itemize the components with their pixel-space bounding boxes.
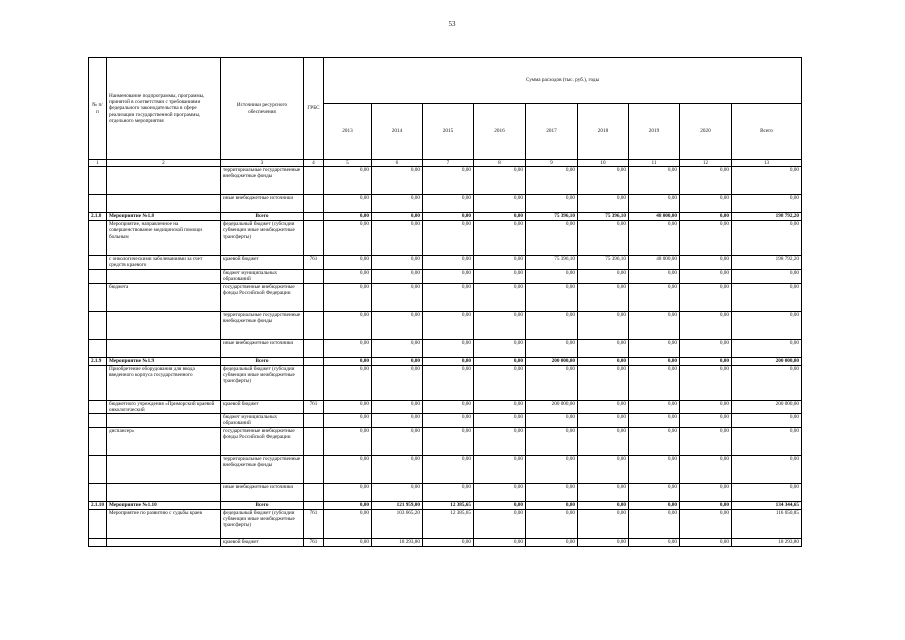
row-value: 0,00 bbox=[628, 414, 679, 428]
row-value: 134 344,65 bbox=[731, 502, 801, 510]
header-year: 2013 bbox=[323, 104, 371, 160]
row-value: 0,00 bbox=[323, 195, 371, 213]
row-value: 0,00 bbox=[628, 311, 679, 339]
row-value: 0,00 bbox=[679, 357, 731, 365]
row-grbs bbox=[303, 357, 323, 365]
table-row bbox=[89, 283, 802, 311]
row-value: 0,00 bbox=[731, 484, 801, 502]
row-value: 0,00 bbox=[422, 283, 473, 311]
table-row bbox=[89, 167, 802, 195]
row-number: 2.1.9 bbox=[89, 357, 107, 365]
row-name bbox=[106, 339, 220, 357]
table-row bbox=[89, 339, 802, 357]
row-value: 0,00 bbox=[422, 414, 473, 428]
row-source: государственные внебюджетные фонды Российской Федерации bbox=[220, 283, 303, 311]
header-index: 1 bbox=[89, 160, 107, 167]
row-number bbox=[89, 195, 107, 213]
row-value: 0,00 bbox=[473, 539, 525, 547]
row-value: 0,00 bbox=[628, 484, 679, 502]
row-value: 0,00 bbox=[422, 339, 473, 357]
header-index: 8 bbox=[473, 160, 525, 167]
row-value: 0,00 bbox=[473, 484, 525, 502]
row-name: диспансер» bbox=[106, 428, 220, 456]
row-value: 0,00 bbox=[473, 256, 525, 269]
row-value: 0,00 bbox=[731, 269, 801, 283]
row-value: 0,00 bbox=[422, 357, 473, 365]
row-number bbox=[89, 510, 107, 539]
row-value: 0,00 bbox=[577, 269, 628, 283]
row-number bbox=[89, 400, 107, 413]
header-index: 3 bbox=[220, 160, 303, 167]
row-value: 0,00 bbox=[473, 456, 525, 484]
table-row bbox=[89, 456, 802, 484]
row-value: 0,00 bbox=[473, 311, 525, 339]
row-source: иные внебюджетные источники bbox=[220, 195, 303, 213]
row-value: 0,00 bbox=[323, 484, 371, 502]
row-value: 0,00 bbox=[422, 195, 473, 213]
row-value: 0,00 bbox=[422, 539, 473, 547]
row-value: 0,00 bbox=[679, 400, 731, 413]
row-value: 0,00 bbox=[577, 221, 628, 256]
row-grbs: 761 bbox=[303, 400, 323, 413]
table-row bbox=[89, 357, 802, 365]
header-index: 7 bbox=[422, 160, 473, 167]
row-value: 0,00 bbox=[577, 456, 628, 484]
row-value: 0,00 bbox=[525, 456, 577, 484]
row-value: 0,00 bbox=[473, 428, 525, 456]
row-value: 0,00 bbox=[577, 502, 628, 510]
row-value: 0,00 bbox=[323, 269, 371, 283]
row-value: 0,00 bbox=[731, 456, 801, 484]
row-value: 0,00 bbox=[371, 311, 422, 339]
row-value: 0,00 bbox=[371, 484, 422, 502]
row-value: 0,00 bbox=[422, 484, 473, 502]
row-name bbox=[106, 167, 220, 195]
table-row bbox=[89, 195, 802, 213]
row-value: 0,00 bbox=[422, 167, 473, 195]
row-source: краевой бюджет bbox=[220, 400, 303, 413]
row-value: 0,00 bbox=[628, 221, 679, 256]
row-value: 0,00 bbox=[422, 365, 473, 400]
row-value: 200 000,00 bbox=[731, 400, 801, 413]
row-source: федеральный бюджет (субсидии субвенции иные межбюджетные трансферты) bbox=[220, 221, 303, 256]
table-row bbox=[89, 502, 802, 510]
row-value: 0,00 bbox=[525, 502, 577, 510]
row-value: 0,00 bbox=[473, 414, 525, 428]
header-year: 2019 bbox=[628, 104, 679, 160]
row-value: 0,00 bbox=[323, 539, 371, 547]
row-value: 0,00 bbox=[473, 502, 525, 510]
row-value: 0,00 bbox=[731, 365, 801, 400]
row-grbs bbox=[303, 269, 323, 283]
header-index: 6 bbox=[371, 160, 422, 167]
row-value: 0,00 bbox=[679, 428, 731, 456]
row-source: территориальные государственные внебюджетные фонды bbox=[220, 167, 303, 195]
row-name bbox=[106, 456, 220, 484]
row-value: 0,00 bbox=[679, 414, 731, 428]
row-number bbox=[89, 339, 107, 357]
row-value: 0,00 bbox=[473, 213, 525, 221]
row-value: 0,00 bbox=[577, 167, 628, 195]
row-value: 0,00 bbox=[525, 269, 577, 283]
header-year: Всего bbox=[731, 104, 801, 160]
header-year: 2017 bbox=[525, 104, 577, 160]
row-value: 0,00 bbox=[679, 213, 731, 221]
row-value: 0,00 bbox=[473, 195, 525, 213]
row-name: Приобретение оборудования для ввода введенного корпуса государственного bbox=[106, 365, 220, 400]
row-value: 0,00 bbox=[422, 269, 473, 283]
row-value: 75 396,10 bbox=[525, 213, 577, 221]
row-value: 0,00 bbox=[679, 221, 731, 256]
row-value: 0,00 bbox=[323, 256, 371, 269]
row-value: 0,00 bbox=[323, 456, 371, 484]
header-year: 2014 bbox=[371, 104, 422, 160]
row-value: 116 050,85 bbox=[731, 510, 801, 539]
row-value: 0,00 bbox=[525, 539, 577, 547]
row-value: 0,00 bbox=[473, 400, 525, 413]
row-source: краевой бюджет bbox=[220, 539, 303, 547]
row-value: 0,00 bbox=[731, 428, 801, 456]
row-grbs bbox=[303, 339, 323, 357]
table-row bbox=[89, 213, 802, 221]
row-grbs: 761 bbox=[303, 510, 323, 539]
row-value: 0,00 bbox=[371, 456, 422, 484]
row-value: 0,00 bbox=[371, 213, 422, 221]
row-grbs bbox=[303, 283, 323, 311]
row-value: 0,00 bbox=[323, 428, 371, 456]
table-row bbox=[89, 484, 802, 502]
row-value: 48 000,00 bbox=[628, 256, 679, 269]
row-value: 0,00 bbox=[731, 283, 801, 311]
row-value: 0,00 bbox=[371, 400, 422, 413]
row-value: 198 792,20 bbox=[731, 213, 801, 221]
row-source: Всего bbox=[220, 502, 303, 510]
row-value: 0,00 bbox=[679, 269, 731, 283]
row-value: 0,00 bbox=[525, 414, 577, 428]
row-value: 0,00 bbox=[731, 311, 801, 339]
header-index: 5 bbox=[323, 160, 371, 167]
table-row bbox=[89, 311, 802, 339]
row-value: 0,00 bbox=[422, 456, 473, 484]
header-year: 2016 bbox=[473, 104, 525, 160]
row-value: 0,00 bbox=[628, 428, 679, 456]
row-name: Мероприятие №1.9 bbox=[106, 357, 220, 365]
row-value: 0,00 bbox=[473, 283, 525, 311]
row-value: 0,00 bbox=[371, 167, 422, 195]
row-source: иные внебюджетные источники bbox=[220, 484, 303, 502]
row-value: 0,00 bbox=[422, 221, 473, 256]
row-source: краевой бюджет bbox=[220, 256, 303, 269]
row-name: Мероприятие, направленное на совершенствование медицинской помощи больным bbox=[106, 221, 220, 256]
table-row bbox=[89, 256, 802, 269]
header-source: Источники ресурсного обеспечения bbox=[220, 58, 303, 160]
row-name: Мероприятие №1.8 bbox=[106, 213, 220, 221]
row-value: 0,00 bbox=[628, 502, 679, 510]
row-value: 0,00 bbox=[628, 283, 679, 311]
row-source: бюджет муниципальных образований bbox=[220, 414, 303, 428]
row-value: 0,00 bbox=[628, 167, 679, 195]
budget-table bbox=[88, 57, 802, 547]
row-value: 0,00 bbox=[371, 414, 422, 428]
row-source: бюджет муниципальных образований bbox=[220, 269, 303, 283]
row-value: 0,00 bbox=[371, 256, 422, 269]
row-value: 0,00 bbox=[323, 510, 371, 539]
header-year: 2015 bbox=[422, 104, 473, 160]
row-value: 0,00 bbox=[679, 256, 731, 269]
row-value: 0,00 bbox=[577, 414, 628, 428]
row-value: 0,00 bbox=[577, 311, 628, 339]
row-value: 0,00 bbox=[323, 221, 371, 256]
row-source: федеральный бюджет (субсидии субвенции иные межбюджетные трансферты) bbox=[220, 365, 303, 400]
row-grbs bbox=[303, 414, 323, 428]
row-value: 0,00 bbox=[323, 167, 371, 195]
row-number: 2.1.10 bbox=[89, 502, 107, 510]
row-grbs bbox=[303, 221, 323, 256]
header-sum: Сумма расходов (тыс. руб.), годы bbox=[323, 58, 801, 104]
row-source: территориальные государственные внебюджетные фонды bbox=[220, 456, 303, 484]
header-index: 9 bbox=[525, 160, 577, 167]
row-value: 0,00 bbox=[525, 428, 577, 456]
row-source: федеральный бюджет (субсидии субвенции иные межбюджетные трансферты) bbox=[220, 510, 303, 539]
row-value: 0,00 bbox=[323, 502, 371, 510]
row-value: 0,00 bbox=[371, 283, 422, 311]
row-value: 0,00 bbox=[323, 339, 371, 357]
row-value: 12 385,65 bbox=[422, 510, 473, 539]
row-value: 0,00 bbox=[577, 365, 628, 400]
row-value: 0,00 bbox=[679, 339, 731, 357]
row-value: 0,00 bbox=[577, 283, 628, 311]
row-number bbox=[89, 414, 107, 428]
row-source: Всего bbox=[220, 213, 303, 221]
row-value: 0,00 bbox=[628, 456, 679, 484]
row-value: 0,00 bbox=[422, 400, 473, 413]
row-value: 0,00 bbox=[679, 195, 731, 213]
header-no: № п/п bbox=[89, 58, 107, 160]
table-row bbox=[89, 414, 802, 428]
header-index: 13 bbox=[731, 160, 801, 167]
row-value: 0,00 bbox=[679, 167, 731, 195]
row-value: 0,00 bbox=[525, 195, 577, 213]
row-name: бюджетного учреждения «Приморский краевой онкологический bbox=[106, 400, 220, 413]
row-grbs bbox=[303, 167, 323, 195]
row-value: 0,00 bbox=[323, 213, 371, 221]
row-value: 0,00 bbox=[679, 510, 731, 539]
row-value: 0,00 bbox=[679, 539, 731, 547]
row-value: 0,00 bbox=[473, 510, 525, 539]
row-value: 75 396,10 bbox=[525, 256, 577, 269]
row-name bbox=[106, 269, 220, 283]
table-row bbox=[89, 221, 802, 256]
row-number bbox=[89, 484, 107, 502]
row-value: 0,00 bbox=[628, 357, 679, 365]
row-value: 0,00 bbox=[371, 357, 422, 365]
row-number bbox=[89, 428, 107, 456]
table-row bbox=[89, 539, 802, 547]
row-grbs bbox=[303, 195, 323, 213]
row-number bbox=[89, 311, 107, 339]
row-value: 0,00 bbox=[577, 510, 628, 539]
row-name bbox=[106, 414, 220, 428]
row-value: 0,00 bbox=[679, 502, 731, 510]
row-number bbox=[89, 539, 107, 547]
row-value: 0,00 bbox=[679, 365, 731, 400]
row-value: 0,00 bbox=[323, 283, 371, 311]
row-value: 0,00 bbox=[525, 221, 577, 256]
row-value: 0,00 bbox=[577, 195, 628, 213]
row-value: 0,00 bbox=[628, 195, 679, 213]
row-grbs bbox=[303, 213, 323, 221]
row-value: 0,00 bbox=[473, 339, 525, 357]
row-name bbox=[106, 195, 220, 213]
row-name bbox=[106, 311, 220, 339]
row-value: 0,00 bbox=[323, 400, 371, 413]
row-number bbox=[89, 283, 107, 311]
row-value: 0,00 bbox=[628, 339, 679, 357]
row-value: 0,00 bbox=[628, 400, 679, 413]
row-value: 0,00 bbox=[628, 510, 679, 539]
row-value: 200 000,00 bbox=[525, 400, 577, 413]
row-value: 0,00 bbox=[323, 357, 371, 365]
row-value: 0,00 bbox=[422, 428, 473, 456]
row-value: 0,00 bbox=[731, 167, 801, 195]
row-value: 121 959,00 bbox=[371, 502, 422, 510]
header-index: 2 bbox=[106, 160, 220, 167]
row-source: государственные внебюджетные фонды Российской Федерации bbox=[220, 428, 303, 456]
row-value: 0,00 bbox=[422, 311, 473, 339]
row-number bbox=[89, 221, 107, 256]
table-row bbox=[89, 428, 802, 456]
row-grbs bbox=[303, 311, 323, 339]
row-value: 0,00 bbox=[323, 365, 371, 400]
row-value: 0,00 bbox=[577, 400, 628, 413]
row-value: 75 396,10 bbox=[577, 256, 628, 269]
row-value: 0,00 bbox=[577, 539, 628, 547]
row-value: 0,00 bbox=[577, 357, 628, 365]
row-source: территориальные государственные внебюджетные фонды bbox=[220, 311, 303, 339]
row-value: 0,00 bbox=[371, 269, 422, 283]
header-name: Наименование подпрограммы, программы, принятой в соответствии с требованиями федерального законодательства в сфере реализации государственной программы, отдельного мероприятия bbox=[106, 58, 220, 160]
row-value: 75 396,10 bbox=[577, 213, 628, 221]
row-value: 12 385,65 bbox=[422, 502, 473, 510]
row-value: 200 000,00 bbox=[525, 357, 577, 365]
row-name bbox=[106, 539, 220, 547]
row-value: 0,00 bbox=[473, 365, 525, 400]
row-grbs bbox=[303, 502, 323, 510]
row-number bbox=[89, 456, 107, 484]
row-value: 0,00 bbox=[679, 283, 731, 311]
row-value: 0,00 bbox=[473, 269, 525, 283]
row-number bbox=[89, 365, 107, 400]
row-name: бюджета bbox=[106, 283, 220, 311]
row-value: 0,00 bbox=[371, 195, 422, 213]
row-value: 0,00 bbox=[731, 339, 801, 357]
table-row bbox=[89, 510, 802, 539]
row-grbs: 761 bbox=[303, 256, 323, 269]
row-value: 0,00 bbox=[731, 414, 801, 428]
row-value: 18 293,80 bbox=[371, 539, 422, 547]
row-value: 0,00 bbox=[473, 221, 525, 256]
row-value: 0,00 bbox=[525, 510, 577, 539]
row-value: 0,00 bbox=[679, 311, 731, 339]
row-value: 48 000,00 bbox=[628, 213, 679, 221]
table-row bbox=[89, 365, 802, 400]
row-value: 0,00 bbox=[422, 256, 473, 269]
header-year: 2020 bbox=[679, 104, 731, 160]
row-value: 0,00 bbox=[371, 339, 422, 357]
row-number: 2.1.8 bbox=[89, 213, 107, 221]
row-value: 0,00 bbox=[371, 365, 422, 400]
row-value: 103 665,20 bbox=[371, 510, 422, 539]
row-value: 0,00 bbox=[577, 339, 628, 357]
row-number bbox=[89, 256, 107, 269]
row-value: 198 792,20 bbox=[731, 256, 801, 269]
row-value: 0,00 bbox=[731, 221, 801, 256]
row-value: 0,00 bbox=[525, 167, 577, 195]
header-index: 11 bbox=[628, 160, 679, 167]
row-source: иные внебюджетные источники bbox=[220, 339, 303, 357]
row-value: 200 000,00 bbox=[731, 357, 801, 365]
row-value: 0,00 bbox=[473, 357, 525, 365]
row-source: Всего bbox=[220, 357, 303, 365]
header-grbs: ГРБС bbox=[303, 58, 323, 160]
row-value: 0,00 bbox=[628, 269, 679, 283]
row-value: 0,00 bbox=[525, 365, 577, 400]
row-value: 0,00 bbox=[323, 414, 371, 428]
row-value: 0,00 bbox=[323, 311, 371, 339]
row-value: 0,00 bbox=[731, 195, 801, 213]
row-grbs bbox=[303, 365, 323, 400]
row-value: 0,00 bbox=[577, 428, 628, 456]
header-index: 4 bbox=[303, 160, 323, 167]
row-number bbox=[89, 167, 107, 195]
row-grbs bbox=[303, 428, 323, 456]
table-row bbox=[89, 269, 802, 283]
row-value: 0,00 bbox=[525, 484, 577, 502]
row-value: 0,00 bbox=[525, 339, 577, 357]
row-name: с онкологическими заболеваниями за счет средств краевого bbox=[106, 256, 220, 269]
row-value: 0,00 bbox=[371, 428, 422, 456]
row-grbs bbox=[303, 484, 323, 502]
row-value: 0,00 bbox=[628, 365, 679, 400]
row-name: Мероприятие по развитию с судьбы краев bbox=[106, 510, 220, 539]
row-value: 0,00 bbox=[628, 539, 679, 547]
header-index: 10 bbox=[577, 160, 628, 167]
table-row bbox=[89, 400, 802, 413]
row-value: 0,00 bbox=[525, 311, 577, 339]
row-grbs bbox=[303, 456, 323, 484]
page-number: 53 bbox=[448, 20, 456, 28]
row-grbs: 761 bbox=[303, 539, 323, 547]
row-number bbox=[89, 269, 107, 283]
header-year: 2018 bbox=[577, 104, 628, 160]
row-value: 0,00 bbox=[679, 456, 731, 484]
row-value: 0,00 bbox=[577, 484, 628, 502]
row-value: 0,00 bbox=[473, 167, 525, 195]
row-value: 0,00 bbox=[422, 213, 473, 221]
row-name: Мероприятие №1.10 bbox=[106, 502, 220, 510]
header-index: 12 bbox=[679, 160, 731, 167]
row-name bbox=[106, 484, 220, 502]
row-value: 0,00 bbox=[679, 484, 731, 502]
row-value: 18 293,80 bbox=[731, 539, 801, 547]
row-value: 0,00 bbox=[371, 221, 422, 256]
row-value: 0,00 bbox=[525, 283, 577, 311]
